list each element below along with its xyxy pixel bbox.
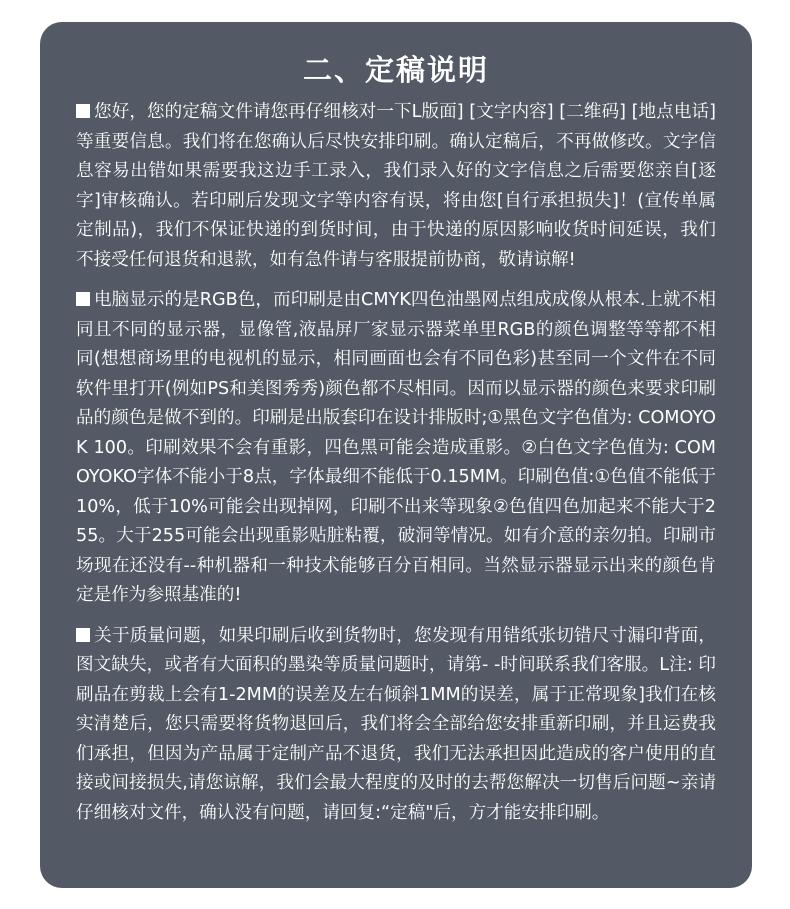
paragraph-text: 电脑显示的是RGB色，而印刷是由CMYK四色油墨网点组成成像从根本.上就不相同且不同的显示器，显像管,液晶屏厂家显示器菜单里RGB的颜色调整等等都不相同(想想商场里的电视机的显示，相同画面也会有不同色彩)甚至同一个文件在不同软件里打开(例如PS和美图秀秀)颜色都不尽相同。因而以显示器的颜色来要求印刷品的颜色是做不到的。印刷是出版套印在设计排版时;①黑色文字色值为: COMOYOK 100。印刷效果不会有重影，四色黑可能会造成重影。②白色文字色值为: COMOYOKO字体不能小于8点，字体最细不能低于0.15MM。印刷色值:①色值不能低于10%，低于10%可能会出现掉网，印刷不出来等现象②色值四色加起来不能大于255。大于255可能会出现重影贴脏粘覆，破洞等情况。如有介意的亲勿拍。印刷市场现在还没有--种机器和一种技术能够百分百相同。当然显示器显示出来的颜色肯定是作为参照基准的! xyxy=(76,290,716,605)
paragraph-quality-issues xyxy=(76,622,716,829)
notice-card xyxy=(40,22,752,888)
square-bullet-icon xyxy=(76,292,90,306)
paragraph-text: 您好，您的定稿文件请您再仔细核对一下L版面] [文字内容] [二维码] [地点电话] 等重要信息。我们将在您确认后尽快安排印刷。确认定稿后，不再做修改。文字信息容易出错如果需要我这边手工录入，我们录入好的文字信息之后需要您亲自[逐字]审核确认。若印刷后发现文字等内容有误，将由您[自行承担损失]！(宣传单属定制品)，我们不保证快递的到货时间，由于快递的原因影响收货时间延误，我们不接受任何退货和退款，如有急件请与客服提前协商，敬请谅解! xyxy=(76,102,716,270)
square-bullet-icon xyxy=(76,104,90,118)
square-bullet-icon xyxy=(76,628,90,642)
paragraph-text: 关于质量问题，如果印刷后收到货物时，您发现有用错纸张切错尺寸漏印背面，图文缺失，或者有大面积的墨染等质量问题时，请第- -时间联系我们客服。L注: 印刷品在剪裁上会有1-2MM的误差及左右倾斜1MM的误差，属于正常现象]我们在核实清楚后，您只需要将货物退回后，我们将会全部给您安排重新印刷，并且运费我们承担，但因为产品属于定制产品不退货，我们无法承担因此造成的客户使用的直接或间接损失,请您谅解，我们会最大程度的及时的去帮您解决一切售后问题~亲请仔细核对文件，确认没有问题，请回复:“定稿"后，方才能安排印刷。 xyxy=(76,625,716,823)
paragraph-confirmation xyxy=(76,98,716,275)
section-title: 二、定稿说明 xyxy=(302,53,489,87)
paragraph-color-notice xyxy=(76,286,716,611)
